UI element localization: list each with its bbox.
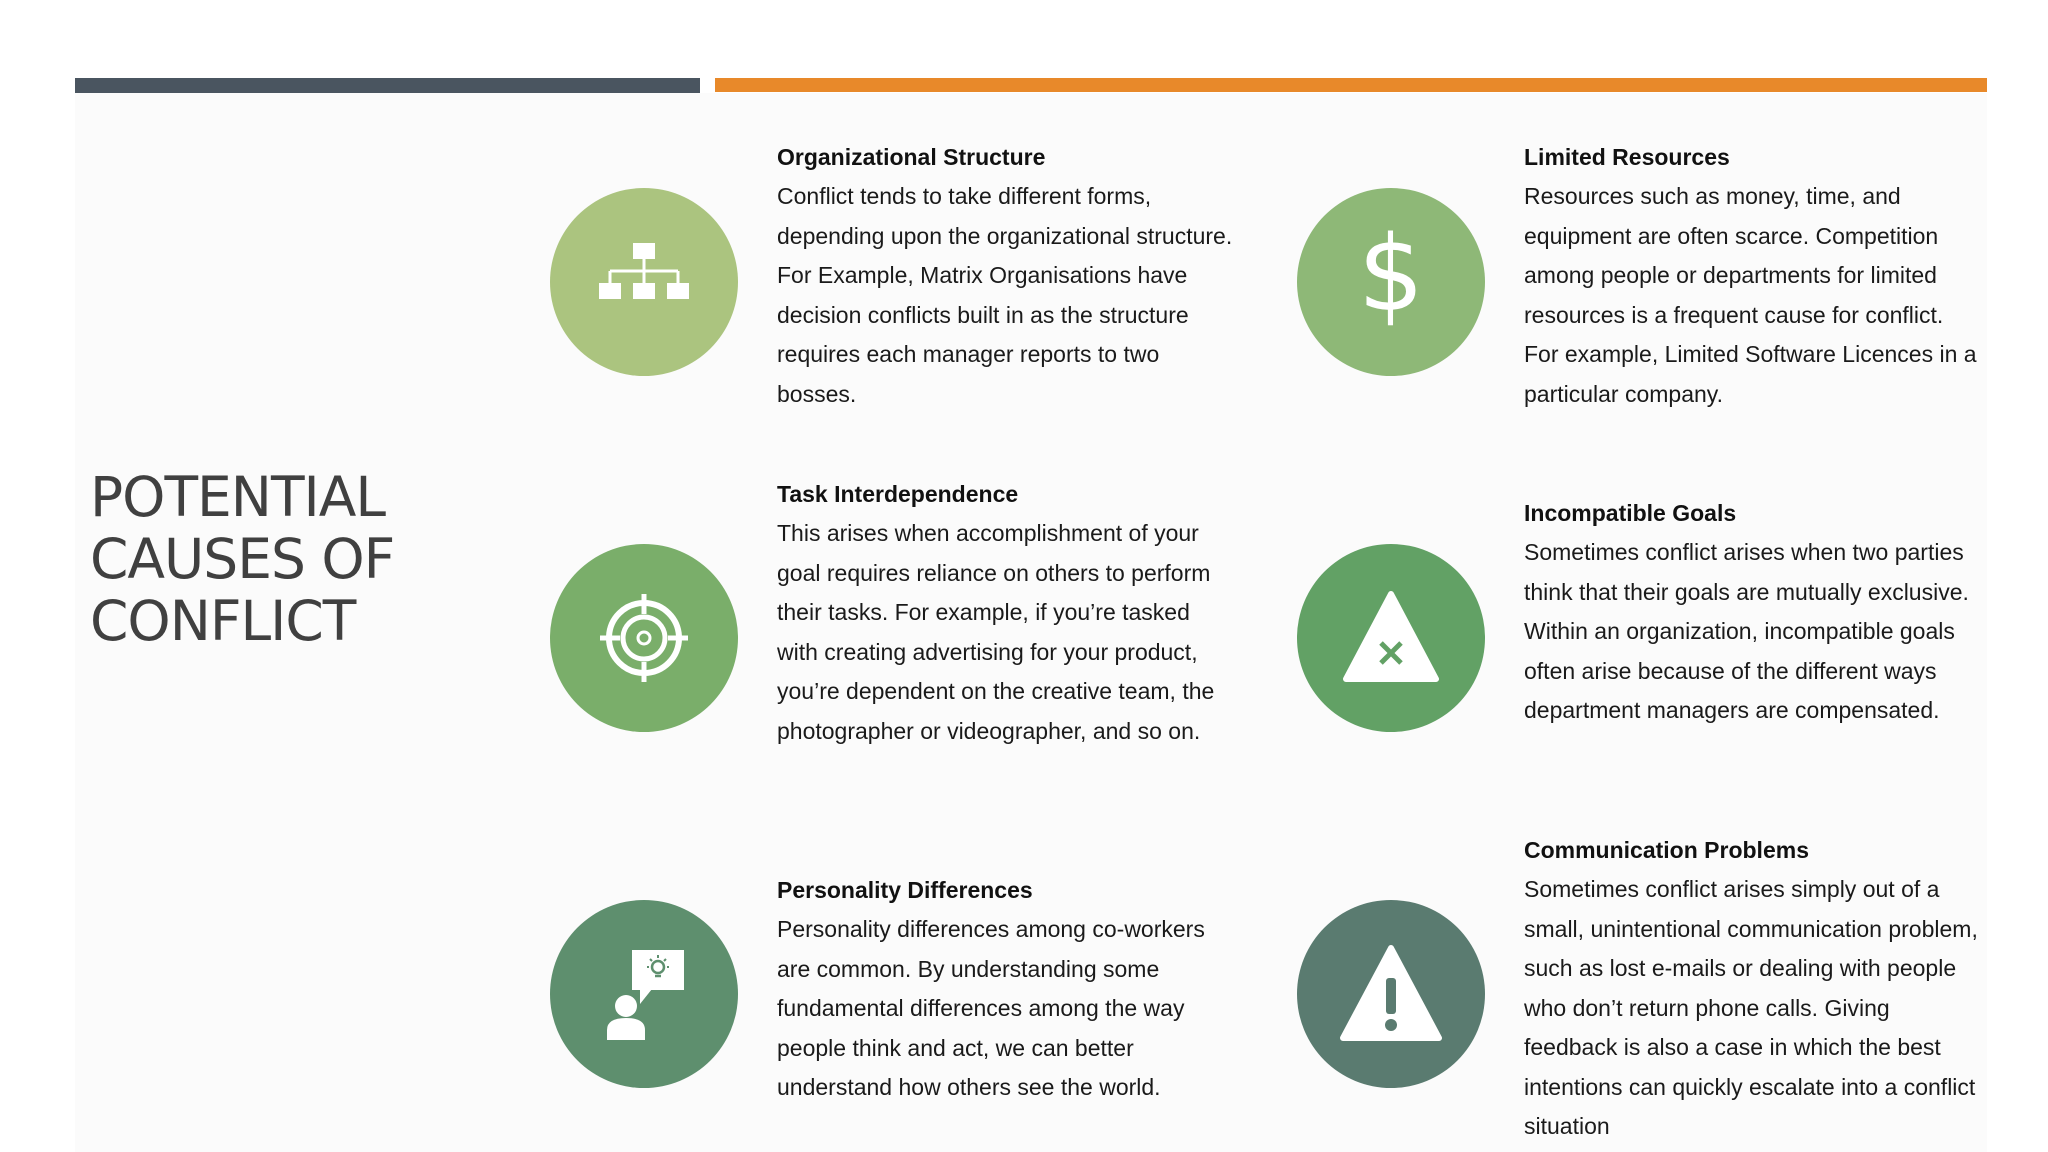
item-body: Sometimes conflict arises simply out of a small, unintentional communication problem, such as lost e-mails or dealing with people who don’t return phone calls. Giving feedback is also a case in which the best intentions can quickly escalate into a conflict situation — [1524, 876, 1978, 1139]
svg-text:$: $ — [1357, 213, 1425, 335]
item-heading: Incompatible Goals — [1524, 500, 1737, 526]
item-body: Conflict tends to take different forms, depending upon the organizational structure. For Example, Matrix Organisations have decision conflicts built in as the structure requires each manager reports to two bosses. — [777, 183, 1233, 407]
item-heading: Task Interdependence — [777, 481, 1019, 507]
person-idea-icon — [550, 900, 738, 1088]
warning-x-icon — [1297, 544, 1485, 732]
item-heading: Communication Problems — [1524, 837, 1809, 863]
item-task-interdependence — [777, 475, 1237, 751]
item-body: This arises when accomplishment of your goal requires reliance on others to perform their tasks. For example, if you’re tasked with creating advertising for your product, you’re dependent on the creative team, the photographer or videographer, and so on. — [777, 520, 1215, 744]
item-body: Sometimes conflict arises when two parties think that their goals are mutually exclusive. Within an organization, incompatible goals often arise because of the different ways department managers are compensated. — [1524, 539, 1969, 723]
item-body: Resources such as money, time, and equipment are often scarce. Competition among people or departments for limited resources is a frequent cause for conflict. For example, Limited Software Licences in a particular company. — [1524, 183, 1977, 407]
target-icon — [550, 544, 738, 732]
item-limited-resources — [1524, 138, 1984, 414]
header-bar-orange — [715, 78, 1987, 92]
org-chart-icon — [550, 188, 738, 376]
title-line-2: CAUSES OF — [90, 527, 395, 591]
warning-exclamation-icon — [1297, 900, 1485, 1088]
header-bar-dark — [75, 78, 700, 93]
slide-title — [90, 466, 490, 652]
item-heading: Organizational Structure — [777, 144, 1046, 170]
item-communication-problems — [1524, 831, 1984, 1147]
item-organizational-structure — [777, 138, 1237, 414]
item-incompatible-goals — [1524, 494, 1984, 731]
dollar-icon — [1297, 188, 1485, 376]
item-personality-differences — [777, 871, 1237, 1108]
item-heading: Personality Differences — [777, 877, 1033, 903]
item-body: Personality differences among co-workers are common. By understanding some fundamental differences among the way people think and act, we can better understand how others see the world. — [777, 916, 1205, 1100]
item-heading: Limited Resources — [1524, 144, 1730, 170]
title-line-3: CONFLICT — [90, 589, 356, 653]
title-line-1: POTENTIAL — [90, 465, 386, 529]
